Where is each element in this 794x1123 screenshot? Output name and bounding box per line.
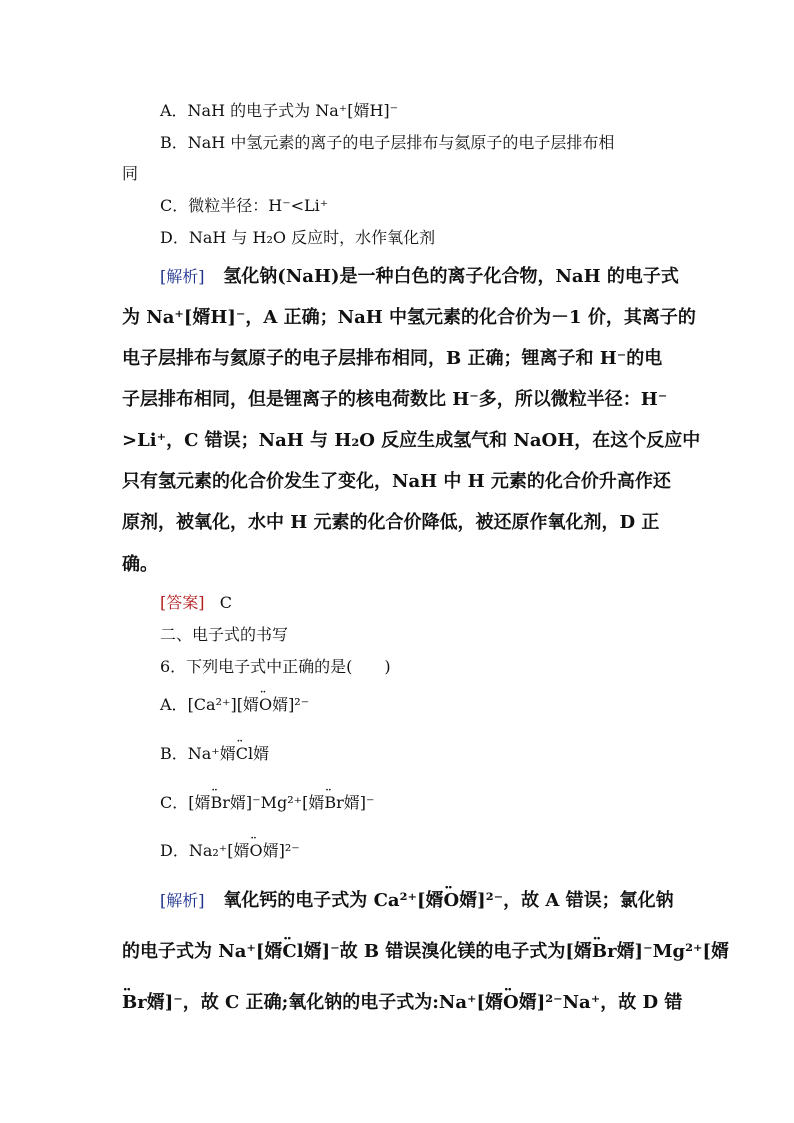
formula-part: 婿]⁻: [343, 793, 375, 812]
formula-part: 婿]²⁻: [262, 841, 300, 860]
option-label: D．: [160, 841, 189, 860]
q5-analysis-line: 子层排布相同，但是锂离子的核电荷数比 H⁻多，所以微粒半径：H⁻: [122, 389, 668, 410]
dotted-symbol: ·· Br: [324, 793, 343, 812]
q5-analysis-line: 电子层排布与氦原子的电子层排布相同，B 正确；锂离子和 H⁻的电: [122, 348, 663, 369]
q5-option-b-line2: 同: [122, 164, 139, 183]
analysis-text: 氢化钠(NaH)是一种白色的离子化合物，NaH 的电子式: [223, 266, 679, 287]
dotted-symbol: ·· Br: [211, 793, 230, 812]
formula-part: Na⁺婿: [187, 744, 236, 763]
q6-option-d: [160, 838, 300, 861]
q6-option-c: [160, 790, 374, 813]
analysis-text: 婿]²⁻，故 A 错误；氯化钠: [459, 890, 674, 911]
analysis-text: 婿]²⁻Na⁺，故 D 错: [518, 992, 683, 1013]
analysis-tag: [解析]: [160, 891, 205, 910]
dotted-symbol: ·· Cl: [236, 744, 253, 763]
q6-analysis-line: [122, 988, 682, 1014]
formula-part: 婿]⁻Mg²⁺[婿: [229, 793, 325, 812]
formula-part: 婿: [253, 744, 270, 763]
option-label: B．: [160, 744, 188, 763]
dotted-symbol: ·· O: [259, 695, 272, 714]
q5-analysis-line: 原剂，被氧化，水中 H 元素的化合价降低，被还原作氧化剂，D 正: [122, 512, 660, 533]
analysis-text: 的电子式为 Na⁺[婿: [122, 941, 283, 962]
q5-analysis-line: 确。: [122, 554, 158, 575]
q6-stem: 6．下列电子式中正确的是( ): [160, 657, 391, 676]
q5-analysis-line: [160, 262, 679, 288]
q5-option-d: D．NaH 与 H₂O 反应时，水作氧化剂: [160, 228, 436, 247]
dotted-symbol: ·· Cl: [282, 941, 303, 962]
option-label: A．: [160, 695, 188, 714]
analysis-text: 婿]⁻故 B 错误溴化镁的电子式为[婿: [303, 941, 592, 962]
q5-analysis-line: >Li⁺，C 错误；NaH 与 H₂O 反应生成氢气和 NaOH，在这个反应中: [122, 430, 701, 451]
analysis-tag: [解析]: [160, 267, 205, 286]
formula-part: [Ca²⁺][婿: [187, 695, 259, 714]
q5-option-b-line1: B．NaH 中氢元素的离子的电子层排布与氦原子的电子层排布相: [160, 133, 615, 152]
formula-part: 婿]²⁻: [272, 695, 310, 714]
formula-part: Na₂⁺[婿: [188, 841, 250, 860]
q6-analysis-line: [122, 937, 729, 963]
q5-analysis-line: 只有氢元素的化合价发生了变化，NaH 中 H 元素的化合价升高作还: [122, 471, 671, 492]
dotted-symbol: ·· O: [443, 890, 459, 911]
section-title: 二、电子式的书写: [160, 625, 289, 644]
q5-answer: [160, 590, 232, 613]
q6-analysis-line: [160, 886, 674, 912]
analysis-text: 婿]⁻，故 C 正确;氧化钠的电子式为:Na⁺[婿: [146, 992, 504, 1013]
analysis-text: 婿]⁻Mg²⁺[婿: [616, 941, 729, 962]
q6-option-b: [160, 741, 269, 764]
analysis-text: 氧化钙的电子式为 Ca²⁺[婿: [223, 890, 444, 911]
dotted-symbol: ·· O: [503, 992, 519, 1013]
formula-part: [婿: [188, 793, 211, 812]
dotted-symbol: ·· O: [250, 841, 263, 860]
dotted-symbol: ·· Br: [592, 941, 617, 962]
q5-option-c: C．微粒半径：H⁻<Li⁺: [160, 196, 329, 215]
q5-analysis-line: 为 Na⁺[婿H]⁻，A 正确；NaH 中氢元素的化合价为－1 价，其离子的: [122, 307, 696, 328]
q6-option-a: [160, 692, 309, 715]
q5-option-a: A．NaH 的电子式为 Na⁺[婿H]⁻: [160, 101, 399, 120]
answer-tag: [答案]: [160, 593, 205, 612]
answer-value: C: [219, 593, 233, 612]
option-label: C．: [160, 793, 189, 812]
dotted-symbol: ·· Br: [122, 992, 147, 1013]
